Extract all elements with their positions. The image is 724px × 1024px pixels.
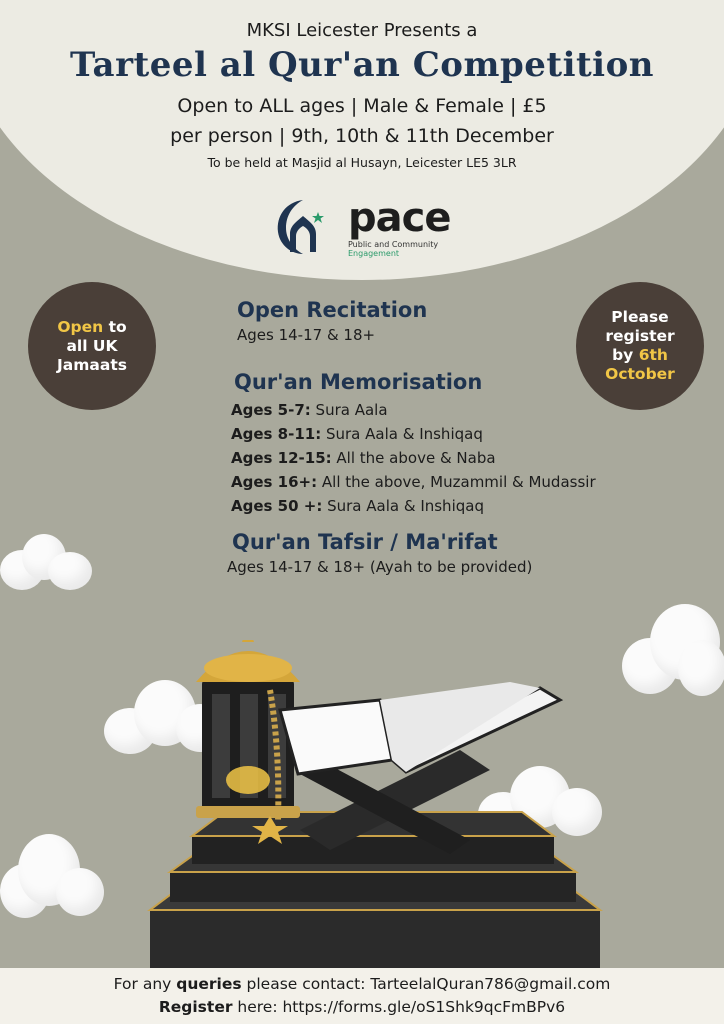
poster-header — [0, 18, 724, 170]
memorisation-list — [231, 398, 596, 518]
memorisation-section — [231, 370, 596, 518]
list-item: Ages 16+: All the above, Muzammil & Mudassir — [231, 473, 596, 491]
badge-open-to: to — [103, 317, 127, 336]
list-item: Ages 5-7: Sura Aala — [231, 401, 388, 419]
cloud-icon — [0, 834, 104, 920]
presents-line: MKSI Leicester Presents a — [246, 20, 478, 41]
badge-date-highlight: 6th — [638, 346, 668, 364]
cloud-icon — [0, 530, 96, 592]
mosque-crescent-logo-icon — [272, 196, 334, 258]
sponsor-logos — [272, 196, 472, 258]
contact-footer — [0, 968, 724, 1024]
badge-all-uk: all UK — [66, 336, 118, 355]
open-recitation-section — [237, 298, 427, 344]
open-to-all-badge — [28, 282, 156, 410]
contact-email-link[interactable]: please contact: TarteelalQuran786@gmail.com — [241, 975, 611, 993]
tafsir-ages: Ages 14-17 & 18+ (Ayah to be provided) — [227, 558, 533, 576]
badge-register: register — [605, 327, 675, 345]
pace-logo — [348, 195, 451, 258]
pace-logo-word: pace — [348, 195, 451, 241]
list-item: Ages 50 +: Sura Aala & Inshiqaq — [231, 497, 484, 515]
poster-title: Tarteel al Qur'an Competition — [70, 45, 654, 85]
open-recitation-heading: Open Recitation — [237, 298, 428, 322]
badge-please: Please — [611, 308, 669, 326]
list-item: Ages 12-15: All the above & Naba — [231, 449, 496, 467]
memorisation-heading: Qur'an Memorisation — [234, 370, 483, 394]
register-form-link[interactable]: here: https://forms.gle/oS1Shk9qcFmBPv6 — [232, 998, 566, 1016]
badge-open-highlight: Open — [57, 317, 104, 336]
tafsir-heading: Qur'an Tafsir / Ma'rifat — [232, 530, 498, 554]
pace-logo-subtitle-engagement: Engagement — [348, 249, 400, 258]
queries-contact-line: For any queries please contact: TarteelalQuran786@gmail.com — [113, 975, 611, 993]
list-item: Ages 8-11: Sura Aala & Inshiqaq — [231, 425, 483, 443]
info-line-2: per person | 9th, 10th & 11th December — [170, 125, 554, 147]
open-recitation-ages: Ages 14-17 & 18+ — [237, 326, 376, 344]
badge-by: by — [612, 346, 639, 364]
badge-jamaats: Jamaats — [57, 355, 127, 374]
tafsir-section — [227, 530, 533, 576]
info-line-1: Open to ALL ages | Male & Female | £5 — [177, 95, 547, 117]
venue-line: To be held at Masjid al Husayn, Leicester LE5 3LR — [207, 155, 517, 170]
register-line: Register here: https://forms.gle/oS1Shk9qcFmBPv6 — [158, 998, 566, 1016]
cloud-icon — [622, 600, 724, 700]
quran-stand-illustration-icon — [130, 640, 610, 970]
badge-month-highlight: October — [605, 365, 675, 383]
pace-logo-subtitle: Public and Community — [348, 240, 439, 249]
